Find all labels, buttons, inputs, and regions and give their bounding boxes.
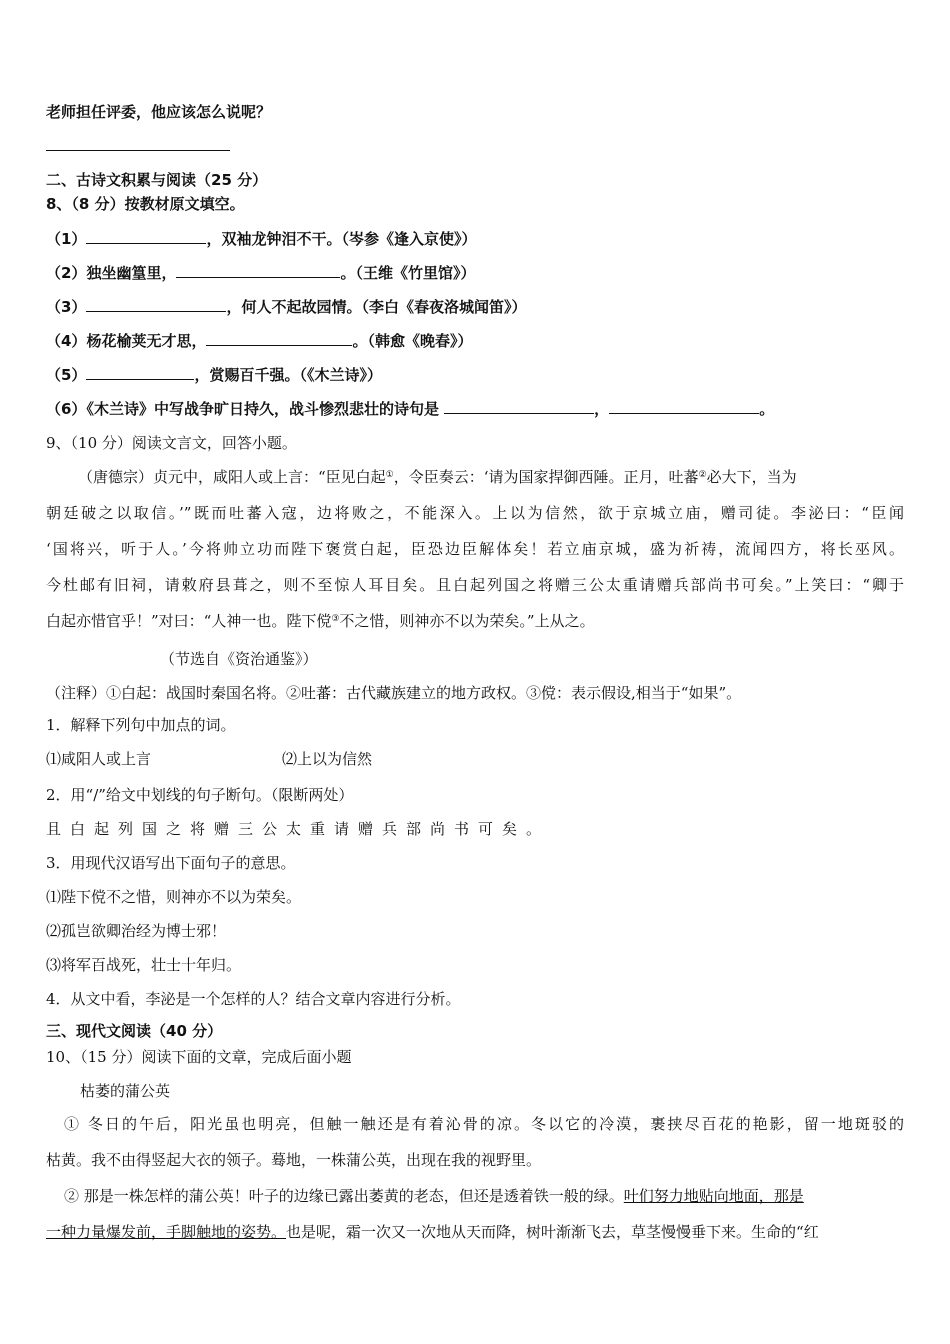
passage-line-2: 朝廷破之以取信。’”既而吐蕃入寇，边将败之，不能深入。上以为信然，欲于京城立庙，赠司徒。李泌曰：“臣闻 bbox=[46, 504, 904, 522]
item-text: ， bbox=[594, 400, 610, 418]
q8-item-3 bbox=[46, 297, 904, 317]
article-text: ② 那是一株怎样的蒲公英！叶子的边缘已露出萎黄的老态，但还是透着铁一般的绿。 bbox=[64, 1187, 624, 1205]
q8-title: 8、（8 分）按教材原文填空。 bbox=[46, 195, 245, 213]
item-number: （1） bbox=[46, 230, 87, 248]
sub-item-a: ⑴咸阳人或上言 bbox=[46, 750, 152, 768]
fill-blank[interactable] bbox=[609, 399, 759, 414]
fill-blank[interactable] bbox=[176, 263, 340, 278]
footnote-mark: ① bbox=[385, 470, 394, 480]
footnote-mark: ③ bbox=[331, 614, 340, 624]
item-number: （4） bbox=[46, 332, 87, 350]
item-text: 《木兰诗》中写战争旷日持久，战斗惨烈悲壮的诗句是 bbox=[86, 400, 445, 418]
item-text: 独坐幽篁里， bbox=[86, 264, 177, 282]
sub-item-b: ⑵上以为信然 bbox=[282, 750, 373, 768]
passage-text: 不之惜，则神亦不以为荣矣。”上从之。 bbox=[339, 612, 595, 630]
q8-item-1 bbox=[46, 229, 904, 249]
intro-line: 老师担任评委，他应该怎么说呢？ bbox=[46, 103, 272, 121]
article-para-1-line-1: ① 冬日的午后，阳光虽也明亮，但触一触还是有着沁骨的凉。冬以它的冷漠，裹挟尽百花的艳影，留一地斑驳的 bbox=[64, 1115, 904, 1133]
item-text: 。（王维《竹里馆》） bbox=[340, 264, 476, 282]
sub-question-2: 2．用“/”给文中划线的句子断句。（限断两处） bbox=[46, 786, 354, 804]
section-2-heading: 二、古诗文积累与阅读（25 分） bbox=[46, 171, 268, 189]
answer-blank-line bbox=[46, 136, 904, 156]
annotation-notes: （注释）①白起：战国时秦国名将。②吐蕃：古代藏族建立的地方政权。③傥：表示假设,相当于“如果”。 bbox=[46, 684, 742, 702]
item-text: 杨花榆荚无才思， bbox=[86, 332, 207, 350]
q8-item-4 bbox=[46, 331, 904, 351]
passage-text: （唐德宗）贞元中，咸阳人或上言：“臣见白起 bbox=[78, 468, 386, 486]
underlined-sentence: 一种力量爆发前，手脚触地的姿势。 bbox=[46, 1223, 287, 1241]
q9-title: 9、（10 分）阅读文言文，回答小题。 bbox=[46, 434, 297, 452]
passage-text: 必大下，当为 bbox=[706, 468, 797, 486]
q8-item-2 bbox=[46, 263, 904, 283]
sub-question-4: 4．从文中看，李泌是一个怎样的人？结合文章内容进行分析。 bbox=[46, 990, 461, 1008]
passage-line-3: ‘国将兴，听于人。’今将帅立功而陛下褒赏白起，臣恐边臣解体矣！若立庙京城，盛为祈祷，流闻四方，将长巫风。 bbox=[46, 540, 904, 558]
item-number: （6） bbox=[46, 400, 87, 418]
sub-question-1: 1．解释下列句中加点的词。 bbox=[46, 716, 236, 734]
sub-question-3: 3．用现代汉语写出下面句子的意思。 bbox=[46, 854, 296, 872]
q8-item-5 bbox=[46, 365, 904, 385]
fill-blank[interactable] bbox=[444, 399, 594, 414]
item-text: ，赏赐百千强。（《木兰诗》） bbox=[194, 366, 382, 384]
footnote-mark: ② bbox=[698, 470, 707, 480]
fill-blank[interactable] bbox=[86, 365, 194, 380]
passage-line-5 bbox=[46, 611, 904, 631]
article-para-2-line-2 bbox=[46, 1222, 904, 1242]
item-number: （5） bbox=[46, 366, 87, 384]
article-para-2-line-1 bbox=[64, 1186, 904, 1206]
section-3-heading: 三、现代文阅读（40 分） bbox=[46, 1022, 223, 1040]
passage-text: ，令臣奏云：‘请为国家捍御西陲。正月，吐蕃 bbox=[393, 468, 699, 486]
sub-question-3-item-1: ⑴陛下傥不之惜，则神亦不以为荣矣。 bbox=[46, 888, 302, 906]
item-text: ，双袖龙钟泪不干。（岑参《逢入京使》） bbox=[206, 230, 477, 248]
q8-item-6 bbox=[46, 399, 904, 419]
item-text: 。（韩愈《晚春》） bbox=[352, 332, 473, 350]
passage-source: （节选自《资治通鉴》） bbox=[160, 650, 318, 668]
fill-blank[interactable] bbox=[86, 297, 226, 312]
passage-text: 白起亦惜官乎！”对曰：“人神一也。陛下傥 bbox=[46, 612, 332, 630]
sub-question-3-item-2: ⑵孤岂欲卿治经为博士邪！ bbox=[46, 922, 227, 940]
item-number: （3） bbox=[46, 298, 87, 316]
item-text: ，何人不起故园情。（李白《春夜洛城闻笛》） bbox=[226, 298, 527, 316]
passage-line-4: 今杜邮有旧祠，请敕府县葺之，则不至惊人耳目矣。且白起列国之将赠三公太重请赠兵部尚书可矣。”上笑曰：“卿于 bbox=[46, 576, 904, 594]
answer-blank[interactable] bbox=[46, 136, 230, 151]
article-para-1-line-2: 枯黄。我不由得竖起大衣的领子。蓦地，一株蒲公英，出现在我的视野里。 bbox=[46, 1151, 542, 1169]
article-text: 也是呢，霜一次又一次地从天而降，树叶渐渐飞去，草茎慢慢垂下来。生命的“红 bbox=[286, 1223, 819, 1241]
sub-question-3-item-3: ⑶将军百战死，壮士十年归。 bbox=[46, 956, 242, 974]
item-number: （2） bbox=[46, 264, 87, 282]
sub-question-1-items bbox=[46, 749, 904, 769]
sub-question-2-sentence: 且白起列国之将赠三公太重请赠兵部尚书可矣。 bbox=[46, 820, 551, 838]
underlined-sentence: 叶们努力地贴向地面，那是 bbox=[623, 1187, 804, 1205]
fill-blank[interactable] bbox=[86, 229, 206, 244]
item-text: 。 bbox=[759, 400, 775, 418]
article-title: 枯萎的蒲公英 bbox=[80, 1082, 171, 1100]
passage-line-1 bbox=[78, 467, 904, 487]
q10-title: 10、（15 分）阅读下面的文章，完成后面小题 bbox=[46, 1048, 352, 1066]
fill-blank[interactable] bbox=[206, 331, 352, 346]
